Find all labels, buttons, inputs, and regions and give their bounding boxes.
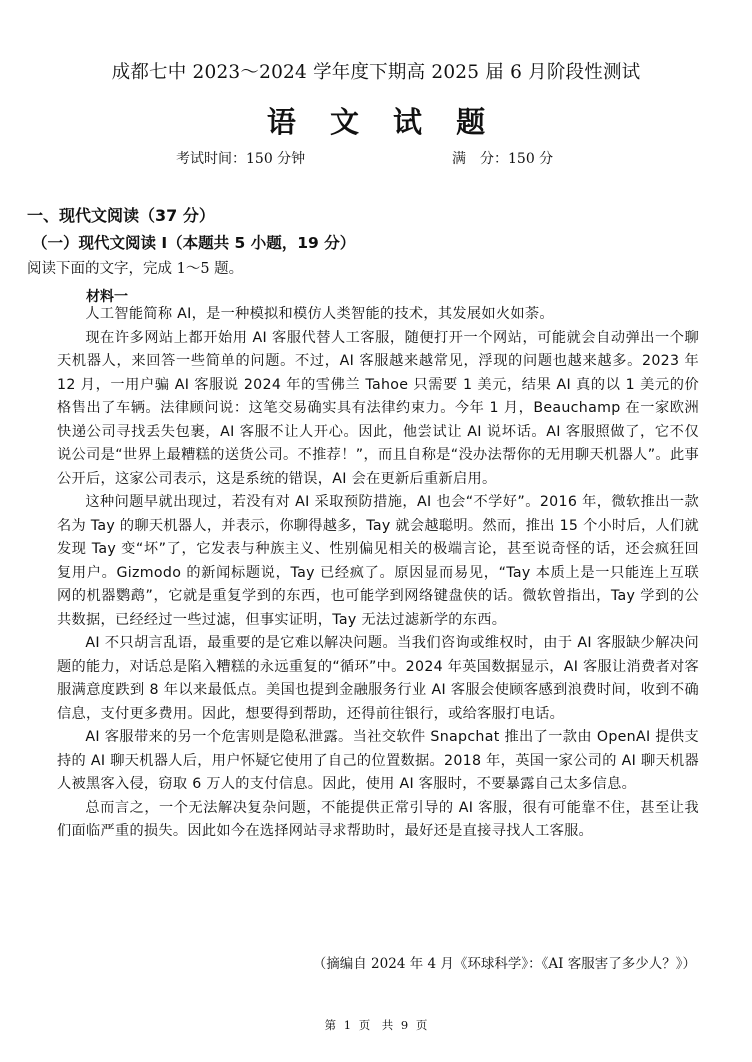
paragraph: AI 不只胡言乱语，最重要的是它难以解决问题。当我们咨询或维权时，由于 AI 客服缺少解决问题的能力，对话总是陷入糟糕的永远重复的“循环”中。2024 年英国数据显示，AI 客服让消费者对客服满意度跌到 8 年以来最低点。美国也提到金融服务行业 AI 客服会使顾客感到浪费时间，收到不确信息，支付更多费用。因此，想要得到帮助，还得前往银行，或给客服打电话。: [57, 635, 699, 722]
page-number: 第 1 页 共 9 页: [324, 1018, 428, 1032]
exam-score: 满 分：150 分: [452, 151, 554, 167]
sub-section-heading: （一）现代文阅读 I（本题共 5 小题，19 分）: [32, 234, 356, 252]
exam-time: 考试时间：150 分钟: [176, 151, 306, 167]
paragraph: 现在许多网站上都开始用 AI 客服代替人工客服，随便打开一个网站，可能就会自动弹出一个聊天机器人，来回答一些简单的问题。不过，AI 客服越来越常见，浮现的问题也越来越多。2023 年 12 月，一用户骗 AI 客服说 2024 年的雪佛兰 Tahoe 只需要 1 美元，结果 AI 真的以 1 美元的价格售出了车辆。法律顾问说：这笔交易确实具有法律约束力。今年 1 月，Beauchamp 在一家欧洲快递公司寻找丢失包裹，AI 客服不让人开心。因此，他尝试让 AI 说坏话。AI 客服照做了，它不仅说公司是“世界上最糟糕的送货公司。不推荐！”，而且自称是“没办法帮你的无用聊天机器人”。此事公开后，这家公司表示，这是系统的错误，AI 会在更新后重新启用。: [57, 329, 699, 487]
reading-instruction: 阅读下面的文字，完成 1～5 题。: [27, 261, 244, 277]
exam-name: 成都七中 2023～2024 学年度下期高 2025 届 6 月阶段性测试: [111, 62, 641, 83]
paragraph: AI 客服带来的另一个危害则是隐私泄露。当社交软件 Snapchat 推出了一款由 OpenAI 提供支持的 AI 聊天机器人后，用户怀疑它使用了自己的位置数据。2018 年，英国一家公司的 AI 聊天机器人被黑客入侵，窃取 6 万人的支付信息。因此，使用 AI 客服时，不要暴露自己太多信息。: [57, 729, 699, 792]
material-label: 材料一: [86, 289, 128, 305]
paragraph: 人工智能简称 AI，是一种模拟和模仿人类智能的技术，其发展如火如荼。: [85, 306, 554, 322]
source-citation: （摘编自 2024 年 4 月《环球科学》：《AI 客服害了多少人？》）: [312, 956, 696, 972]
reading-passage: [57, 303, 699, 844]
subject-title: 语 文 试 题: [266, 105, 498, 139]
paragraph: 总而言之，一个无法解决复杂问题，不能提供正常引导的 AI 客服，很有可能靠不住，甚至让我们面临严重的损失。因此如今在选择网站寻求帮助时，最好还是直接寻找人工客服。: [57, 799, 699, 839]
paragraph: 这种问题早就出现过，若没有对 AI 采取预防措施，AI 也会“不学好”。2016 年，微软推出一款名为 Tay 的聊天机器人，并表示，你聊得越多，Tay 就会越聪明。然而，推出 15 个小时后，人们就发现 Tay 变“坏”了，它发表与种族主义、性别偏见相关的极端言论，甚至说奇怪的话，还会疯狂回复用户。Gizmodo 的新闻标题说，Tay 已经疯了。原因显而易见，“Tay 本质上是一只能连上互联网的机器鹦鹉”，它就是重复学到的东西，也可能学到网络键盘侠的话。微软曾指出，Tay 学到的公共数据，已经经过一些过滤，但事实证明，Tay 无法过滤新学的东西。: [57, 494, 699, 628]
section-heading: 一、现代文阅读（37 分）: [27, 206, 215, 225]
